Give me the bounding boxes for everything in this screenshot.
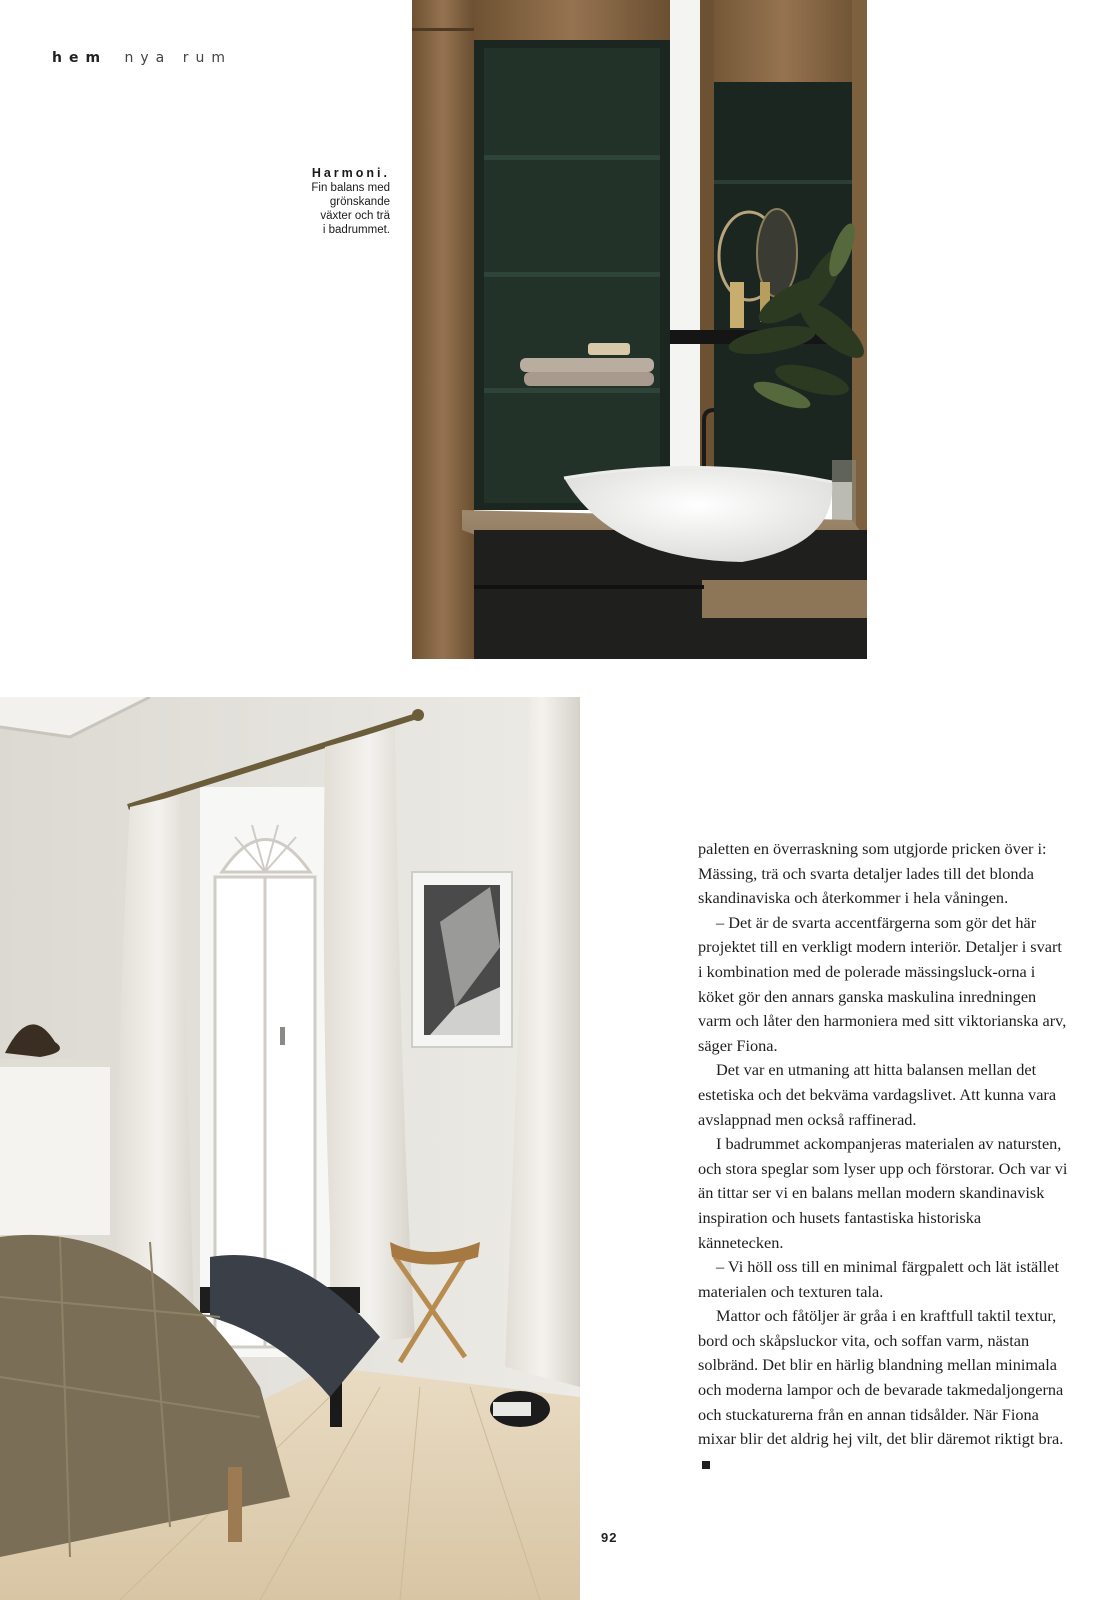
- body-paragraph: paletten en överraskning som utgjorde pricken över i: Mässing, trä och svarta detaljer lades till det blonda skandinaviska och återkommer i hela våningen.: [698, 839, 1047, 908]
- body-paragraph: – Vi höll oss till en minimal färgpalett och lät istället materialen och texturen tala.: [698, 1257, 1059, 1301]
- body-paragraph-text: Mattor och fåtöljer är gråa i en kraftfull taktil textur, bord och skåpsluckor vita, och soffan varm, nästan solbränd. Det blir en härlig blandning mellan minimala och moderna lampor och de bevarade takmedaljongerna och stuckaturerna från en annan tidsålder. När Fiona mixar blir det aldrig hej vilt, det blir däremot riktigt bra.: [698, 1306, 1064, 1449]
- photo-caption: [250, 166, 390, 237]
- body-paragraph-last: [698, 1304, 1070, 1476]
- bathroom-photo: [412, 0, 867, 659]
- bedroom-photo: [0, 697, 580, 1600]
- bathroom-illustration: [412, 0, 867, 659]
- section-header-light: nya rum: [124, 50, 232, 66]
- section-header-bold: hem: [52, 50, 108, 66]
- body-paragraph: Det var en utmaning att hitta balansen mellan det estetiska och det bekväma vardagslivet. Att kunna vara avslappnad men också raffinerad.: [698, 1060, 1057, 1129]
- caption-title: Harmoni.: [311, 166, 390, 180]
- caption-line: växter och trä: [320, 210, 390, 222]
- caption-line: Fin balans med: [311, 182, 390, 194]
- caption-line: i badrummet.: [322, 224, 390, 236]
- bedroom-illustration: [0, 697, 580, 1600]
- body-paragraph: I badrummet ackompanjeras materialen av natursten, och stora speglar som lyser upp och förstorar. Och var vi än tittar ser vi en balans mellan modern skandinavisk inspiration och husets fantastiska historiska kännetecken.: [698, 1134, 1068, 1252]
- body-paragraph: – Det är de svarta accentfärgerna som gör det här projektet till en verkligt modern interiör. Detaljer i svart i kombination med de polerade mässingsluck-orna i köket gör den annars ganska maskulina inredningen varm och låter den harmoniera med sitt viktorianska arv, säger Fiona.: [698, 912, 1067, 1055]
- article-body: [698, 837, 1070, 1476]
- section-header: [52, 50, 232, 66]
- page-number: 92: [601, 1530, 618, 1545]
- caption-line: grönskande: [329, 196, 390, 208]
- end-mark-icon: [702, 1461, 710, 1469]
